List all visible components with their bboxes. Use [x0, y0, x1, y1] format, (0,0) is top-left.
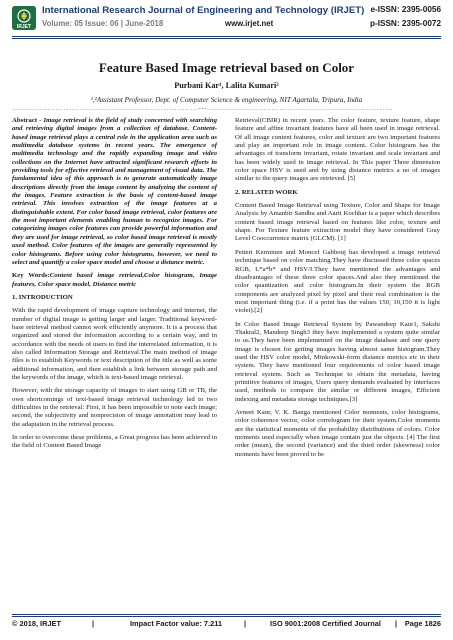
right-column — [235, 117, 440, 464]
affiliation: ¹,²Assistant Professor, Dept. of Computer Science & engineering, NIT Agartala, Tripura, India — [90, 96, 363, 104]
keywords — [12, 272, 217, 289]
intro-continuation: Retrieval(CBIR) in recent years. The color feature, texture feature, shape feature and affine invariant features have all been used in image retrieval. Of all image content features, color and texture are two important features and play an important role in image content. Color histogram has the advantages of transform invariant, rotate invariant and scale invariant and has been widely used in image retrieval. In This paper Three dimension color space HSV is used and by using distance metrics a no of images similar to the query images are retrieved. [5] — [235, 117, 440, 183]
keywords-text: Content based image retrieval,Color histogram, Image features, Color space model, Distance metric — [12, 272, 217, 288]
paper-title: Feature Based Image retrieval based on Color — [98, 60, 355, 75]
section-heading-related-work: 2. RELATED WORK — [235, 188, 298, 196]
abstract-text: Image retrieval is the field of study concerned with searching and retrieving digital images from a collection of database. Content-based image retrieval plays a central role in the application area such as multimedia database systems in recent years. The emergence of multimedia technology and the rapidly expanding image and video collections on the Internet have attracted significant research efforts in providing tools for effective retrieval and management of visual data. The fundamental idea of this approach is to generate automatically image descriptions directly from the image content by analyzing the content of the images. Feature extraction is the basis of content-based image retrieval. This involves extraction of the image features at a distinguishable extent. For color based image retrieval, color features are the most important elements enabling human to recognize images. For categorizing images color features can provide powerful information and they are used for image retrieval, so color based image retrieval is mostly used method. Color features of the images are generally represented by color histograms. Before using color histograms, however, we need to select and quantify a color space model and choose a distance metric. — [12, 117, 217, 266]
separator-line: ---------------------------------------------------------------------***--------------------------------------------------------------------- — [12, 108, 393, 113]
related-paragraph-1: Content Based Image Retrieval using Texture, Color and Shape for Image Analysis by Amanbir Sandhu and Aarti Kochhar is a paper which describes content based image retrieval based on features like color, texture and shape. For Texture feature extraction model they have considered Gray Level Cooccurrence matrix (GLCM). [1] — [235, 202, 440, 243]
intro-paragraph-2: However, with the storage capacity of images to start using GB or TB, the own shortcomings of text-based image retrieval technology led to two difficulties in the retrieval: First, it has been impossible to note each image; second, the subjectivity and nonprecision of image annotation may lead to the adaptation in the retrieval process. — [12, 387, 217, 428]
footer-rule — [12, 614, 441, 615]
footer-iso: ISO 9001:2008 Certified Journal — [270, 619, 381, 628]
abstract — [12, 117, 217, 267]
footer-page-number: Page 1826 — [404, 619, 441, 628]
related-paragraph-2: Petteri Kerminen and Moncef Gabbouj has developed a image retrieval technique based on color matching.They have discussed three color spaces RGB, L*a*b* and HSV/I.They have mentioned the advantages and disadvantages of these three color spaces.And also they mentioned the color quantization and color histogram.In their system the RGB components are analyzed pixel by pixel and their real combination is the most important thing (i.e. if a point has the values 150, 10,150 it is light violet).[2] — [235, 248, 440, 315]
footer-separator: | — [395, 619, 398, 628]
journal-website: www.irjet.net — [225, 19, 274, 28]
footer-separator: | — [244, 619, 247, 628]
footer-separator: | — [92, 619, 95, 628]
intro-paragraph-1: With the rapid development of image capture technology and internet, the number of digital image is getting larger and larger. Traditional keyword-base retrieval method cannot work efficiently anymore. It is a process that organized and stored the information according to a certain way, and in accordance with the needs of users to find the interrelated information, it is also called Information Storage and Retrieval.The main method of image files is to establish Keywords or text description of the title as well as some additional information, and then establish a link between storage path and the keywords of the image, which is text-based image retrieval. — [12, 307, 217, 381]
authors: Purbani Kar¹, Lalita Kumari² — [174, 81, 279, 90]
pissn: p-ISSN: 2395-0072 — [370, 19, 441, 28]
footer-impact-factor: Impact Factor value: 7.211 — [130, 619, 223, 628]
intro-paragraph-3: In order to overcome these problems, a Great progress has been achieved in the field of Content Based Image — [12, 434, 217, 450]
header-rule — [12, 36, 441, 37]
header-rule-2 — [12, 38, 441, 39]
footer-copyright: © 2018, IRJET — [12, 619, 61, 628]
journal-header — [12, 5, 441, 35]
volume-issue: Volume: 05 Issue: 06 | June-2018 — [42, 19, 164, 28]
eissn: e-ISSN: 2395-0056 — [370, 5, 441, 14]
journal-title: International Research Journal of Engineering and Technology (IRJET) — [42, 5, 365, 16]
logo-text: IRJET — [16, 24, 32, 30]
irjet-logo — [12, 6, 36, 30]
related-paragraph-4: Avneet Kaur, V. K. Banga mentioned Color moments, color histograms, color coherence vector, color correlogram for their system.Color moments are the statistical moments of the probability distributions of colors. Color moments used especially when image contain just the objects. [4] The first order (mean), the second (variance) and the third order (skewness) color moments have been proved to be — [235, 409, 440, 458]
keywords-label: Key Words: — [12, 272, 50, 280]
section-heading-introduction: 1. INTRODUCTION — [12, 293, 73, 301]
abstract-label: Abstract - — [12, 117, 42, 124]
left-column — [12, 117, 217, 456]
related-paragraph-3: In Color Based Image Retrieval System by Pawandeep Kaur1, Sakshi Thakral2, Mandeep Singh3 they have implemented a system quite similar to us.They have been implemented on the image database and one query image is chosen for getting images having almost same histogram.They used the HSV color model, Minkowski-form distance metrics etc in their system. They have mentioned four requirements of color based image retrieval system. Such as Technique to obtain the metadata, having primitive features of images, Users query demands evaluated by interfaces used, methods to compare the similar or different images, Efficient indexing and metadata storage techniques.[3] — [235, 320, 440, 403]
footer-rule-2 — [12, 616, 441, 617]
